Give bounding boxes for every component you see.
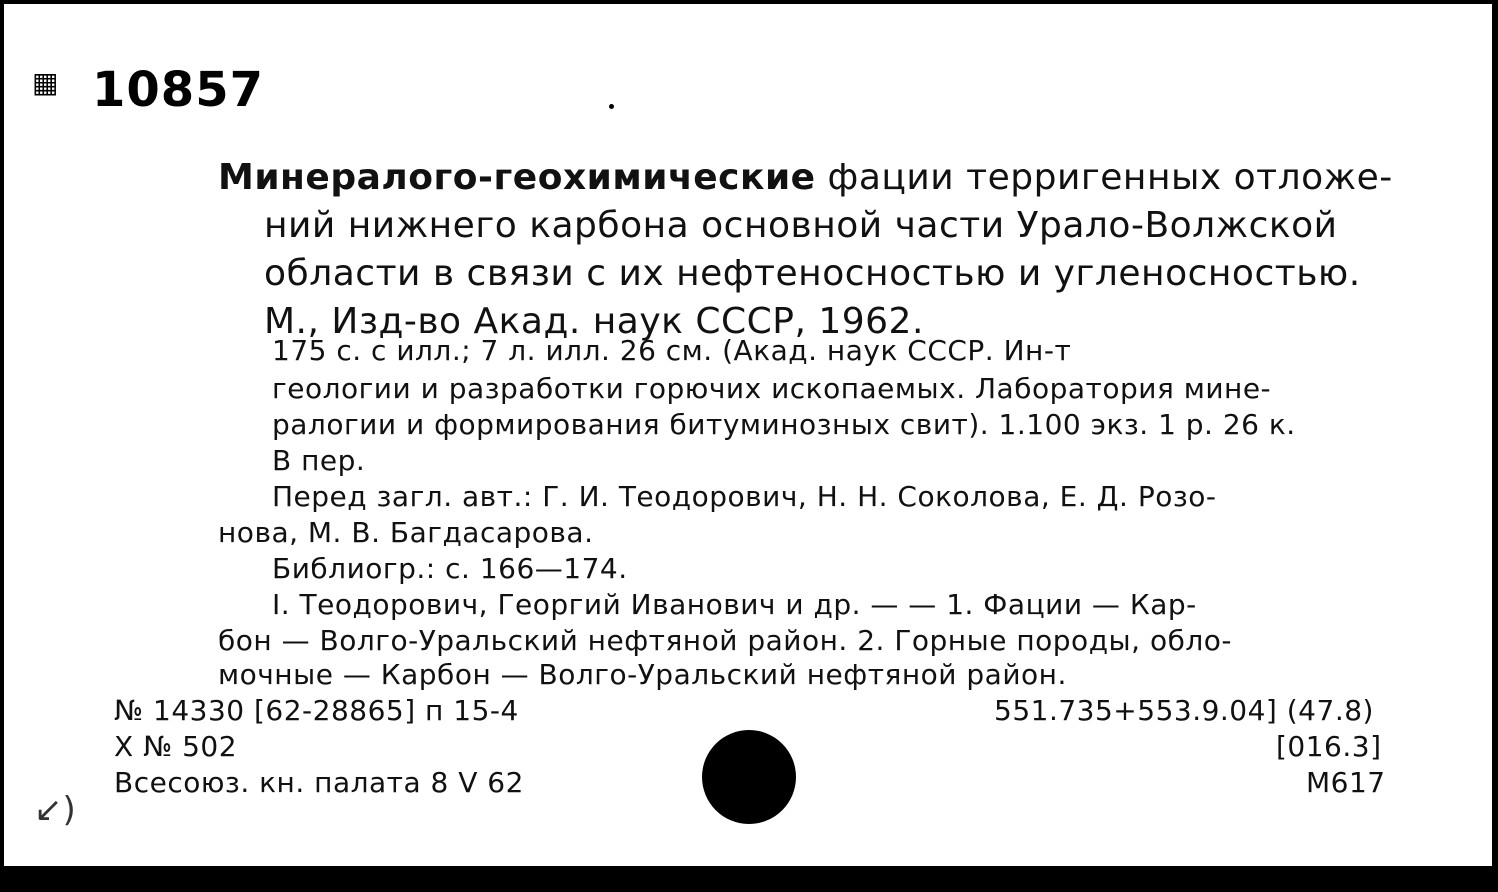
subjects-line-3: мочные — Карбон — Волго-Уральский нефтяной район. [218,658,1067,691]
chamber-line: Всесоюз. кн. палата 8 V 62 [114,766,524,799]
class-code: [016.3] [1276,730,1382,763]
title-line-2: ний нижнего карбона основной части Урало-Волжской [264,205,1338,246]
description-line-1: 175 с. с илл.; 7 л. илл. 26 см. (Акад. наук СССР. Ин-т [272,334,1072,367]
ink-dot [609,104,614,109]
handwritten-mark-icon: ↙) [34,790,76,830]
scan-border [0,868,1498,892]
punch-hole [702,730,796,824]
description-line-4: В пер. [272,444,366,477]
series-number: Х № 502 [114,730,238,763]
record-number: № 14330 [62-28865] п 15-4 [114,694,519,727]
author-mark: М617 [1306,766,1386,799]
authors-line-1: Перед загл. авт.: Г. И. Теодорович, Н. Н. Соколова, Е. Д. Розо- [272,480,1217,513]
title-block [218,154,1398,346]
accession-number: 10857 [92,62,264,118]
imprint-line: М., Изд-во Акад. наук СССР, 1962. [264,301,924,342]
library-stamp-icon: ▦ [32,66,59,99]
title-line-1: Минералого-геохимические фации терригенных отложе- [218,157,1393,198]
catalog-card [4,4,1498,866]
udc-code: 551.735+553.9.04] (47.8) [994,694,1374,727]
bibliography: Библиогр.: с. 166—174. [272,552,628,585]
title-line-3: области в связи с их нефтеносностью и угленосностью. [264,253,1361,294]
description-line-2: геологии и разработки горючих ископаемых. Лаборатория мине- [272,372,1272,405]
authors-line-2: нова, М. В. Багдасарова. [218,516,594,549]
subjects-line-1: I. Теодорович, Георгий Иванович и др. — — 1. Фации — Кар- [272,588,1197,621]
description-line-3: ралогии и формирования битуминозных свит). 1.100 экз. 1 р. 26 к. [272,408,1296,441]
subjects-line-2: бон — Волго-Уральский нефтяной район. 2. Горные породы, обло- [218,624,1232,657]
